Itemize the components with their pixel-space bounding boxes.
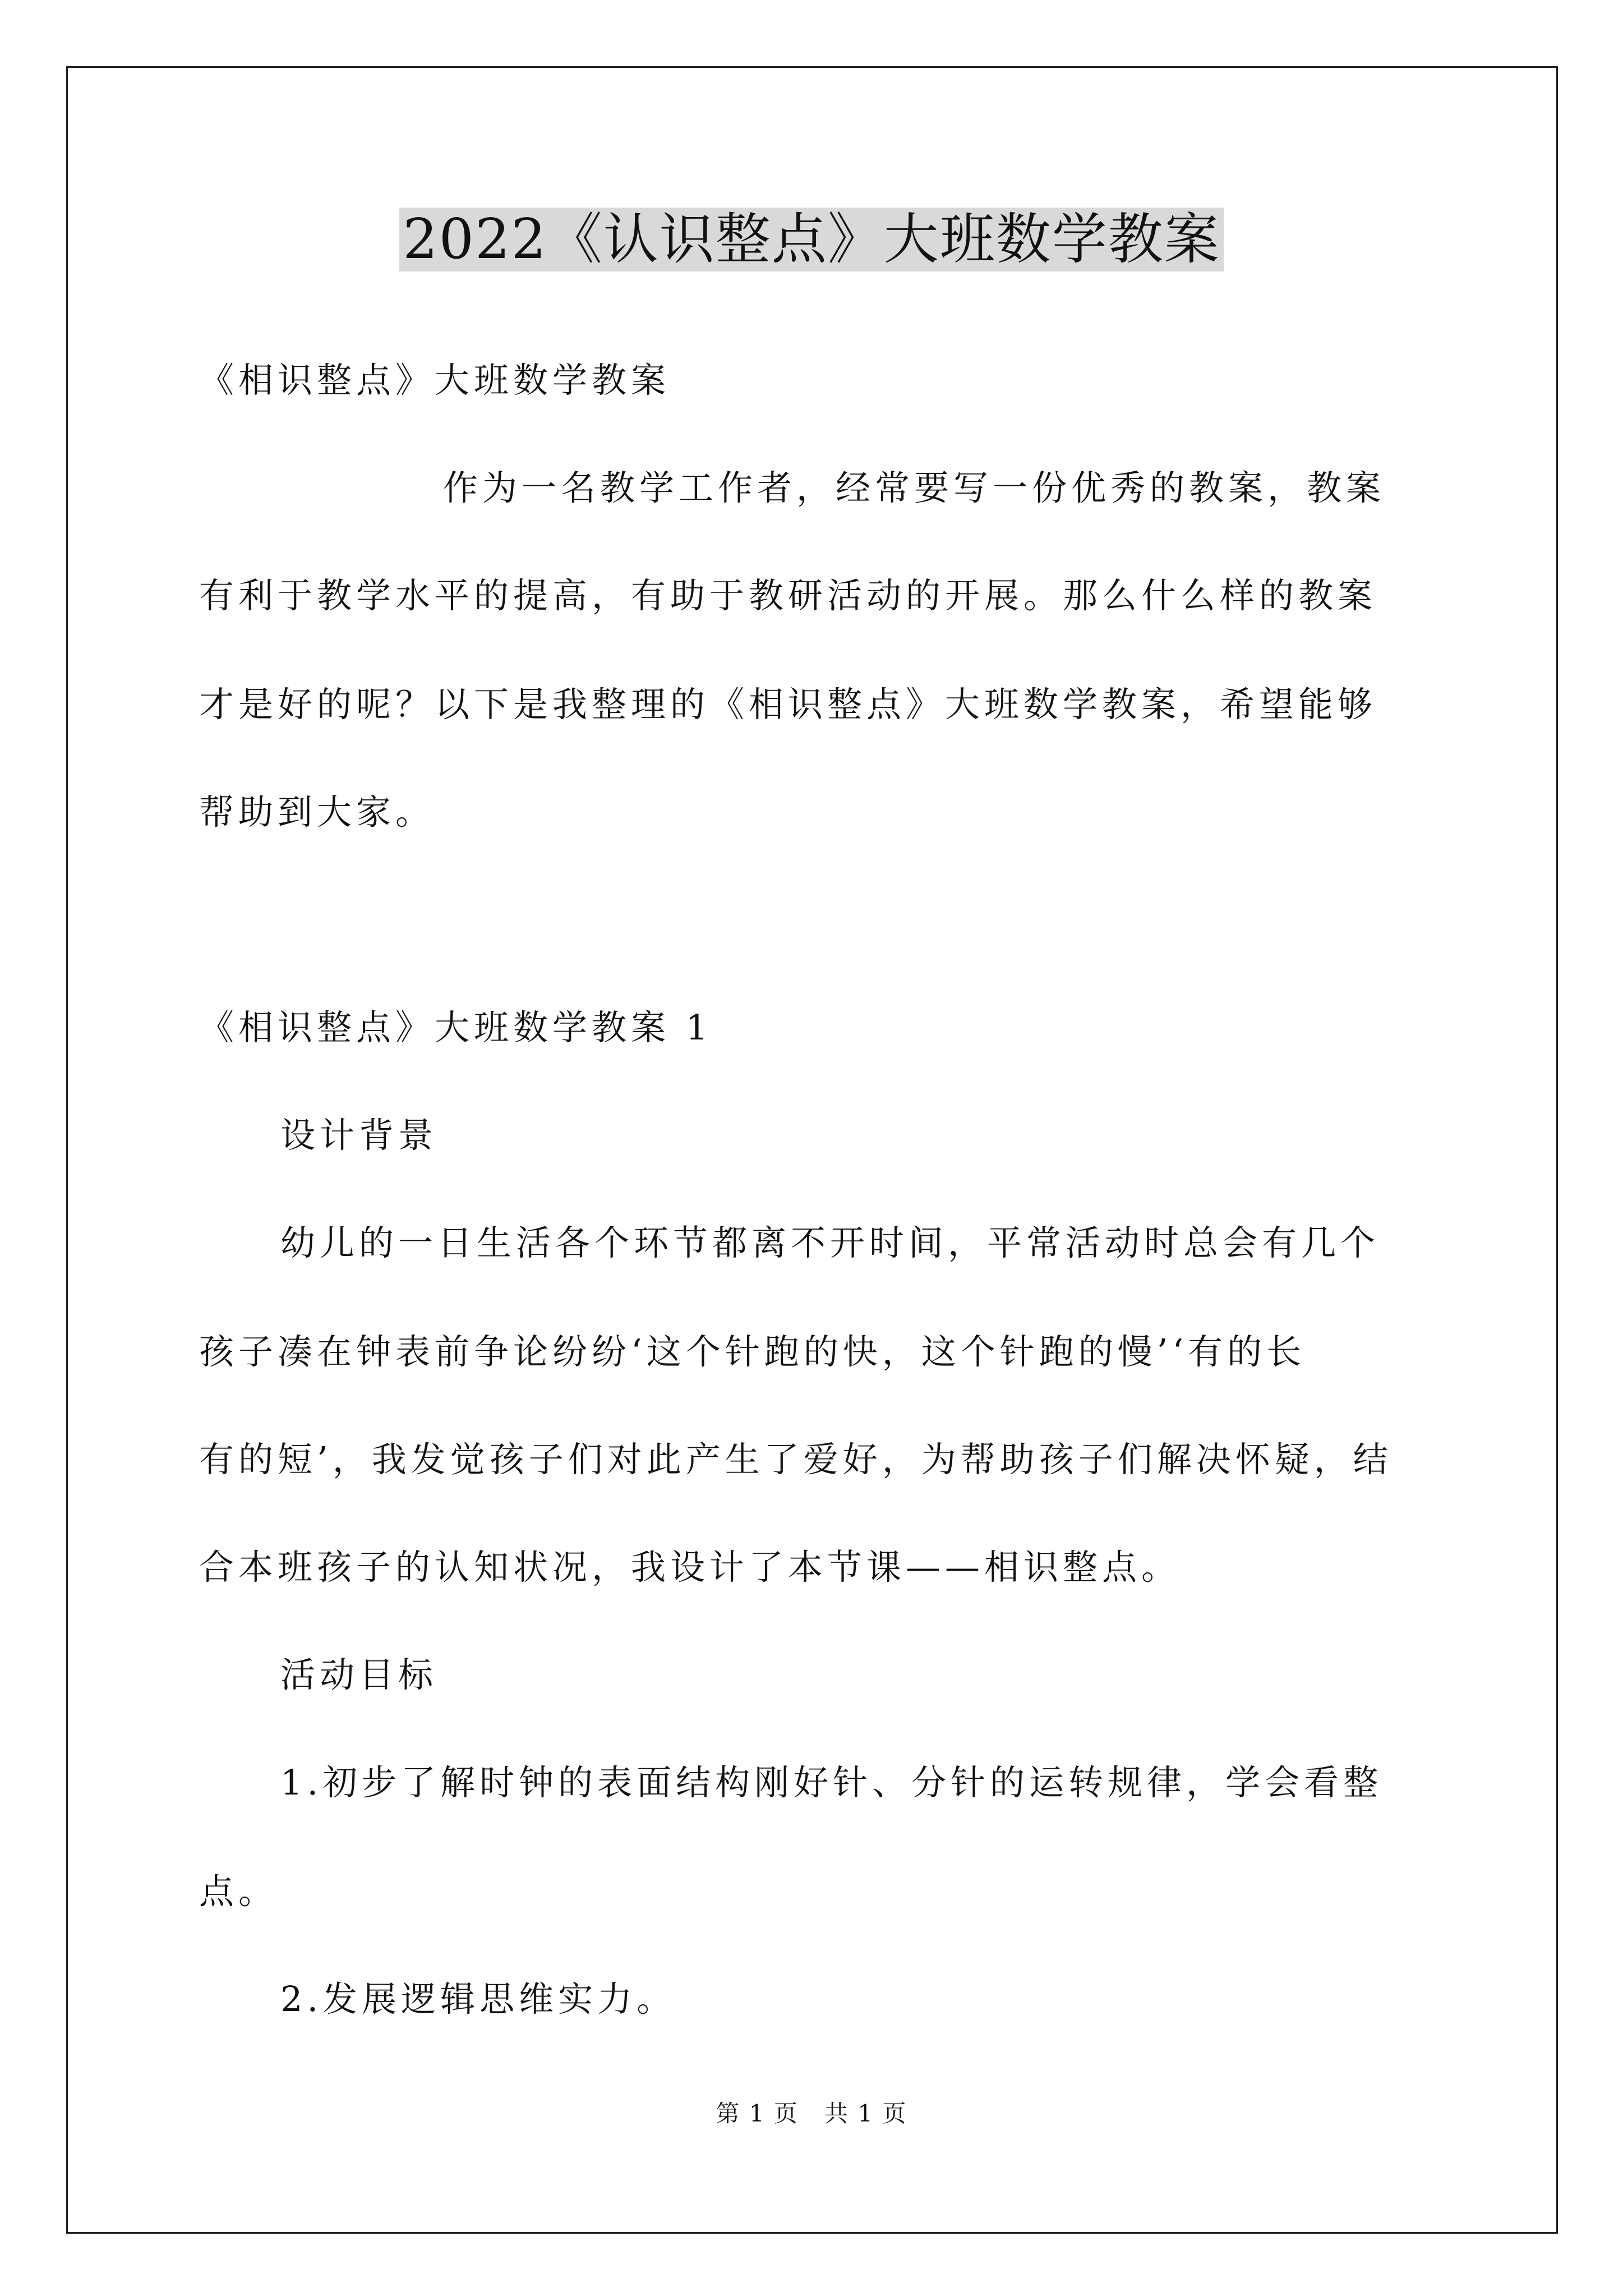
goal-2: 2.发展逻辑思维实力。 (280, 1978, 676, 2019)
goals-heading: 活动目标 (280, 1654, 438, 1695)
goal-1-line: 点。 (199, 1871, 278, 1912)
document-title (0, 203, 1623, 276)
section-heading: 《相识整点》大班数学教案 1 (199, 1007, 713, 1048)
paragraph-line: 孩子凑在钟表前争论纷纷‘这个针跑的快，这个针跑的慢’‘有的长 (199, 1331, 1306, 1372)
goal-1-line: 1.初步了解时钟的表面结构刚好针、分针的运转规律，学会看整 (280, 1762, 1383, 1803)
paragraph-line: 幼儿的一日生活各个环节都离不开时间，平常活动时总会有几个 (280, 1222, 1380, 1263)
design-background-heading: 设计背景 (280, 1115, 438, 1156)
intro-line: 有利于教学水平的提高，有助于教研活动的开展。那么什么样的教案 (199, 575, 1377, 616)
intro-line: 作为一名教学工作者，经常要写一份优秀的教案，教案 (443, 467, 1386, 508)
intro-line: 帮助到大家。 (199, 792, 435, 832)
document-subtitle: 《相识整点》大班数学教案 (199, 360, 671, 401)
page-number: 第 1 页 共 1 页 (716, 2100, 907, 2127)
paragraph-line: 有的短’，我发觉孩子们对此产生了爱好，为帮助孩子们解决怀疑，结 (199, 1439, 1393, 1480)
paragraph-line: 合本班孩子的认知状况，我设计了本节课——相识整点。 (199, 1547, 1181, 1588)
document-title-text: 2022《认识整点》大班数学教案 (399, 208, 1223, 272)
intro-line: 才是好的呢？以下是我整理的《相识整点》大班数学教案，希望能够 (199, 684, 1377, 725)
